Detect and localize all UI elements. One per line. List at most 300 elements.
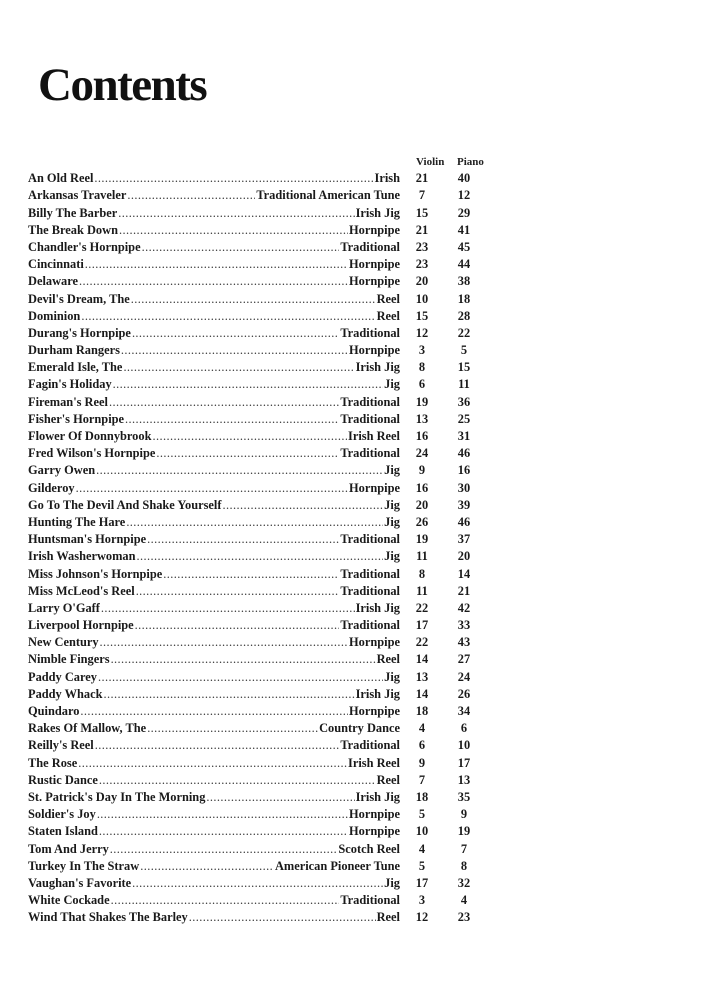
entry-title-line — [28, 480, 400, 497]
entry-title-line — [28, 256, 400, 273]
dot-leader — [97, 806, 348, 823]
contents-entry — [28, 393, 498, 410]
piano-page-number: 10 — [457, 738, 471, 753]
dot-leader — [78, 755, 347, 772]
tune-name: Cincinnati — [28, 257, 84, 272]
entry-title-line — [28, 703, 400, 720]
contents-entry — [28, 479, 498, 496]
violin-page-number: 13 — [415, 669, 429, 684]
tune-type: Traditional — [340, 738, 400, 753]
piano-page-number: 43 — [457, 635, 471, 650]
contents-entry — [28, 634, 498, 651]
piano-page-number: 32 — [457, 875, 471, 890]
dot-leader — [126, 514, 383, 531]
violin-page-number: 4 — [418, 841, 426, 856]
contents-list — [28, 170, 498, 926]
violin-page-number: 5 — [418, 858, 426, 873]
entry-title-line — [28, 308, 400, 325]
tune-name: Durang's Hornpipe — [28, 325, 131, 340]
violin-page-number: 16 — [415, 429, 429, 443]
tune-type: Hornpipe — [349, 343, 400, 358]
tune-name: Hunting The Hare — [28, 514, 126, 529]
tune-type: Irish Reel — [348, 429, 400, 443]
tune-type: Traditional — [340, 566, 400, 581]
tune-type: Hornpipe — [349, 807, 400, 822]
piano-page-number: 7 — [460, 841, 468, 856]
violin-page-number: 14 — [415, 686, 429, 701]
contents-entry — [28, 514, 498, 531]
dot-leader — [119, 222, 348, 239]
tune-type: Hornpipe — [349, 480, 400, 495]
contents-entry — [28, 445, 498, 462]
violin-page-number: 4 — [418, 721, 426, 736]
piano-page-number: 18 — [457, 291, 471, 306]
piano-page-number: 20 — [457, 549, 471, 564]
entry-title-line — [28, 548, 400, 565]
violin-page-number: 12 — [415, 910, 429, 925]
tune-type: Irish Jig — [355, 360, 400, 375]
contents-entry — [28, 411, 498, 428]
tune-name: Paddy Whack — [28, 686, 103, 701]
tune-type: Traditional — [340, 325, 400, 340]
entry-title-line — [28, 205, 400, 222]
piano-page-number: 46 — [457, 514, 471, 529]
piano-page-number: 23 — [457, 910, 471, 925]
piano-page-number: 46 — [457, 446, 471, 461]
dot-leader — [156, 445, 339, 462]
dot-leader — [96, 462, 383, 479]
contents-entry — [28, 583, 498, 600]
violin-page-number: 13 — [415, 411, 429, 426]
tune-type: Irish Jig — [355, 205, 400, 220]
entry-title-line — [28, 187, 400, 204]
dot-leader — [79, 273, 348, 290]
piano-page-number: 8 — [460, 858, 468, 873]
entry-title-line — [28, 617, 400, 634]
tune-name: Dominion — [28, 308, 81, 323]
piano-page-number: 14 — [457, 566, 471, 581]
dot-leader — [80, 703, 348, 720]
tune-type: Traditional American Tune — [256, 188, 400, 203]
dot-leader — [137, 548, 384, 565]
contents-entry — [28, 256, 498, 273]
tune-type: Hornpipe — [349, 274, 400, 289]
tune-type: Reel — [376, 652, 400, 667]
tune-type: Jig — [384, 514, 400, 529]
tune-type: Reel — [376, 308, 400, 323]
entry-title-line — [28, 325, 400, 342]
tune-type: Jig — [384, 377, 400, 392]
violin-page-number: 9 — [418, 463, 426, 478]
dot-leader — [142, 239, 340, 256]
contents-entry — [28, 754, 498, 771]
tune-type: Reel — [376, 910, 400, 925]
tune-name: Reilly's Reel — [28, 738, 94, 753]
violin-page-number: 19 — [415, 532, 429, 547]
entry-title-line — [28, 806, 400, 823]
dot-leader — [118, 205, 354, 222]
violin-page-number: 3 — [418, 893, 426, 908]
contents-entry — [28, 823, 498, 840]
contents-entry — [28, 497, 498, 514]
entry-title-line — [28, 823, 400, 840]
tune-type: Traditional — [340, 411, 400, 426]
piano-page-number: 4 — [460, 893, 468, 908]
tune-type: Reel — [376, 291, 400, 306]
tune-type: Hornpipe — [349, 704, 400, 718]
entry-title-line — [28, 892, 400, 909]
entry-title-line — [28, 291, 400, 308]
entry-title-line — [28, 273, 400, 290]
tune-type: Jig — [384, 875, 400, 890]
dot-leader — [76, 480, 348, 497]
dot-leader — [135, 617, 340, 634]
tune-name: Irish Washerwoman — [28, 549, 136, 564]
dot-leader — [101, 600, 355, 617]
dot-leader — [100, 634, 349, 651]
tune-name: Fisher's Hornpipe — [28, 411, 125, 426]
tune-type: Traditional — [340, 239, 400, 254]
tune-type: Traditional — [340, 446, 400, 461]
entry-title-line — [28, 566, 400, 583]
entry-title-line — [28, 411, 400, 428]
piano-page-number: 22 — [457, 325, 471, 340]
dot-leader — [85, 256, 348, 273]
tune-type: Traditional — [340, 583, 400, 598]
tune-name: Fireman's Reel — [28, 394, 108, 409]
contents-entry — [28, 806, 498, 823]
dot-leader — [132, 325, 339, 342]
contents-entry — [28, 789, 498, 806]
piano-page-number: 15 — [457, 360, 471, 375]
violin-page-number: 10 — [415, 824, 429, 839]
tune-name: Arkansas Traveler — [28, 188, 127, 203]
entry-title-line — [28, 583, 400, 600]
contents-entry — [28, 462, 498, 479]
violin-column-header: Violin — [416, 156, 445, 168]
contents-entry — [28, 273, 498, 290]
contents-entry — [28, 651, 498, 668]
dot-leader — [121, 342, 348, 359]
piano-page-number: 21 — [457, 583, 471, 598]
tune-type: Jig — [384, 549, 400, 564]
entry-title-line — [28, 600, 400, 617]
dot-leader — [140, 858, 274, 875]
violin-page-number: 18 — [415, 704, 429, 718]
violin-page-number: 22 — [415, 635, 429, 650]
dot-leader — [111, 651, 376, 668]
contents-entry — [28, 170, 498, 187]
violin-page-number: 22 — [415, 600, 429, 615]
violin-page-number: 26 — [415, 514, 429, 529]
entry-title-line — [28, 841, 400, 858]
violin-page-number: 18 — [415, 789, 429, 804]
tune-type: Irish Jig — [355, 789, 400, 804]
entry-title-line — [28, 858, 400, 875]
piano-page-number: 31 — [457, 429, 471, 443]
piano-page-number: 44 — [457, 257, 471, 272]
piano-column-header: Piano — [457, 156, 484, 168]
piano-page-number: 40 — [457, 171, 471, 186]
tune-type: Hornpipe — [349, 257, 400, 272]
piano-page-number: 24 — [457, 669, 471, 684]
violin-page-number: 20 — [415, 274, 429, 289]
tune-type: Scotch Reel — [338, 841, 400, 856]
tune-type: Jig — [384, 497, 400, 512]
piano-page-number: 38 — [457, 274, 471, 289]
tune-type: Irish — [374, 171, 400, 186]
dot-leader — [109, 394, 339, 411]
tune-type: Reel — [376, 772, 400, 787]
violin-page-number: 23 — [415, 239, 429, 254]
violin-page-number: 9 — [418, 755, 426, 770]
entry-title-line — [28, 686, 400, 703]
tune-name: Soldier's Joy — [28, 807, 96, 822]
tune-name: Durham Rangers — [28, 343, 120, 358]
contents-entry — [28, 290, 498, 307]
entry-title-line — [28, 170, 400, 187]
contents-entry — [28, 720, 498, 737]
contents-entry — [28, 222, 498, 239]
entry-title-line — [28, 737, 400, 754]
tune-name: Paddy Carey — [28, 669, 97, 684]
dot-leader — [113, 376, 384, 393]
piano-page-number: 13 — [457, 772, 471, 787]
tune-name: Garry Owen — [28, 463, 96, 478]
entry-title-line — [28, 755, 400, 772]
tune-name: Vaughan's Favorite — [28, 875, 132, 890]
piano-page-number: 25 — [457, 411, 471, 426]
tune-name: Fagin's Holiday — [28, 377, 112, 392]
dot-leader — [98, 669, 383, 686]
piano-page-number: 39 — [457, 497, 471, 512]
tune-type: Jig — [384, 463, 400, 478]
piano-page-number: 33 — [457, 618, 471, 633]
tune-name: Miss Johnson's Hornpipe — [28, 566, 163, 581]
tune-type: Hornpipe — [349, 824, 400, 839]
dot-leader — [125, 411, 339, 428]
tune-type: Hornpipe — [349, 635, 400, 650]
piano-page-number: 12 — [457, 188, 471, 203]
tune-type: Country Dance — [319, 721, 400, 736]
entry-title-line — [28, 634, 400, 651]
contents-entry — [28, 428, 498, 445]
contents-entry — [28, 531, 498, 548]
dot-leader — [189, 909, 376, 926]
violin-page-number: 24 — [415, 446, 429, 461]
violin-page-number: 19 — [415, 394, 429, 409]
dot-leader — [123, 359, 354, 376]
dot-leader — [111, 892, 340, 909]
tune-name: The Rose — [28, 755, 78, 770]
contents-entry — [28, 617, 498, 634]
violin-page-number: 7 — [418, 188, 426, 203]
contents-entry — [28, 686, 498, 703]
contents-entry — [28, 703, 498, 720]
dot-leader — [147, 531, 339, 548]
piano-page-number: 30 — [457, 480, 471, 495]
dot-leader — [131, 291, 376, 308]
contents-entry — [28, 875, 498, 892]
entry-title-line — [28, 875, 400, 892]
entry-title-line — [28, 651, 400, 668]
dot-leader — [99, 823, 348, 840]
piano-page-number: 19 — [457, 824, 471, 839]
contents-entry — [28, 600, 498, 617]
tune-name: Huntsman's Hornpipe — [28, 532, 147, 547]
tune-name: Flower Of Donnybrook — [28, 429, 152, 443]
page-title: Contents — [38, 59, 207, 111]
tune-type: Traditional — [340, 394, 400, 409]
piano-page-number: 5 — [460, 343, 468, 358]
contents-entry — [28, 892, 498, 909]
dot-leader — [127, 187, 255, 204]
contents-entry — [28, 909, 498, 926]
contents-entry — [28, 840, 498, 857]
dot-leader — [222, 497, 383, 514]
dot-leader — [81, 308, 375, 325]
contents-entry — [28, 204, 498, 221]
tune-name: St. Patrick's Day In The Morning — [28, 789, 206, 804]
piano-page-number: 27 — [457, 652, 471, 667]
contents-entry — [28, 359, 498, 376]
tune-name: Fred Wilson's Hornpipe — [28, 446, 156, 461]
piano-page-number: 35 — [457, 789, 471, 804]
piano-page-number: 28 — [457, 308, 471, 323]
violin-page-number: 6 — [418, 738, 426, 753]
entry-title-line — [28, 394, 400, 411]
dot-leader — [99, 772, 376, 789]
violin-page-number: 3 — [418, 343, 426, 358]
piano-page-number: 16 — [457, 463, 471, 478]
tune-type: Irish Reel — [348, 755, 400, 770]
entry-title-line — [28, 359, 400, 376]
dot-leader — [103, 686, 354, 703]
piano-page-number: 6 — [460, 721, 468, 736]
piano-page-number: 26 — [457, 686, 471, 701]
violin-page-number: 23 — [415, 257, 429, 272]
tune-name: White Cockade — [28, 893, 110, 908]
dot-leader — [163, 566, 339, 583]
tune-name: Rustic Dance — [28, 772, 98, 787]
violin-page-number: 10 — [415, 291, 429, 306]
violin-page-number: 21 — [415, 222, 429, 237]
entry-title-line — [28, 428, 400, 445]
violin-page-number: 17 — [415, 618, 429, 633]
piano-page-number: 11 — [458, 377, 470, 392]
tune-type: Jig — [384, 669, 400, 684]
dot-leader — [95, 737, 340, 754]
piano-page-number: 45 — [457, 239, 471, 254]
tune-type: Traditional — [340, 893, 400, 908]
contents-entry — [28, 376, 498, 393]
piano-page-number: 9 — [460, 807, 468, 822]
tune-type: Traditional — [340, 532, 400, 547]
contents-entry — [28, 737, 498, 754]
tune-name: Rakes Of Mallow, The — [28, 721, 147, 736]
tune-type: American Pioneer Tune — [274, 858, 400, 873]
tune-name: Quindaro — [28, 704, 80, 718]
entry-title-line — [28, 514, 400, 531]
tune-name: Go To The Devil And Shake Yourself — [28, 497, 222, 512]
violin-page-number: 6 — [418, 377, 426, 392]
piano-page-number: 29 — [457, 205, 471, 220]
dot-leader — [94, 170, 373, 187]
tune-name: Emerald Isle, The — [28, 360, 123, 375]
entry-title-line — [28, 720, 400, 737]
entry-title-line — [28, 222, 400, 239]
violin-page-number: 11 — [416, 549, 428, 564]
entry-title-line — [28, 772, 400, 789]
tune-type: Hornpipe — [349, 222, 400, 237]
tune-type: Irish Jig — [355, 686, 400, 701]
tune-name: Delaware — [28, 274, 79, 289]
contents-entry — [28, 325, 498, 342]
piano-page-number: 36 — [457, 394, 471, 409]
entry-title-line — [28, 909, 400, 926]
contents-entry — [28, 668, 498, 685]
violin-page-number: 11 — [416, 583, 428, 598]
tune-name: An Old Reel — [28, 171, 94, 186]
tune-type: Irish Jig — [355, 600, 400, 615]
tune-name: Larry O'Gaff — [28, 600, 100, 615]
tune-name: The Break Down — [28, 222, 118, 237]
tune-name: Miss McLeod's Reel — [28, 583, 135, 598]
dot-leader — [132, 875, 383, 892]
tune-name: Devil's Dream, The — [28, 291, 130, 306]
violin-page-number: 8 — [418, 360, 426, 375]
tune-name: Nimble Fingers — [28, 652, 110, 667]
contents-entry — [28, 308, 498, 325]
violin-page-number: 7 — [418, 772, 426, 787]
dot-leader — [206, 789, 354, 806]
violin-page-number: 15 — [415, 205, 429, 220]
entry-title-line — [28, 789, 400, 806]
entry-title-line — [28, 462, 400, 479]
tune-name: Billy The Barber — [28, 205, 118, 220]
tune-name: Turkey In The Straw — [28, 858, 140, 873]
contents-entry — [28, 858, 498, 875]
contents-entry — [28, 548, 498, 565]
violin-page-number: 20 — [415, 497, 429, 512]
piano-page-number: 41 — [457, 222, 471, 237]
violin-page-number: 17 — [415, 875, 429, 890]
violin-page-number: 12 — [415, 325, 429, 340]
dot-leader — [136, 583, 340, 600]
entry-title-line — [28, 445, 400, 462]
piano-page-number: 34 — [457, 704, 471, 718]
dot-leader — [110, 841, 338, 858]
violin-page-number: 16 — [415, 480, 429, 495]
tune-name: Gilderoy — [28, 480, 75, 495]
entry-title-line — [28, 376, 400, 393]
tune-type: Traditional — [340, 618, 400, 633]
entry-title-line — [28, 497, 400, 514]
contents-entry — [28, 342, 498, 359]
entry-title-line — [28, 239, 400, 256]
entry-title-line — [28, 531, 400, 548]
dot-leader — [147, 720, 318, 737]
piano-page-number: 37 — [457, 532, 471, 547]
entry-title-line — [28, 342, 400, 359]
violin-page-number: 14 — [415, 652, 429, 667]
contents-entry — [28, 239, 498, 256]
contents-entry — [28, 187, 498, 204]
tune-name: New Century — [28, 635, 99, 650]
piano-page-number: 17 — [457, 755, 471, 770]
piano-page-number: 42 — [457, 600, 471, 615]
violin-page-number: 15 — [415, 308, 429, 323]
